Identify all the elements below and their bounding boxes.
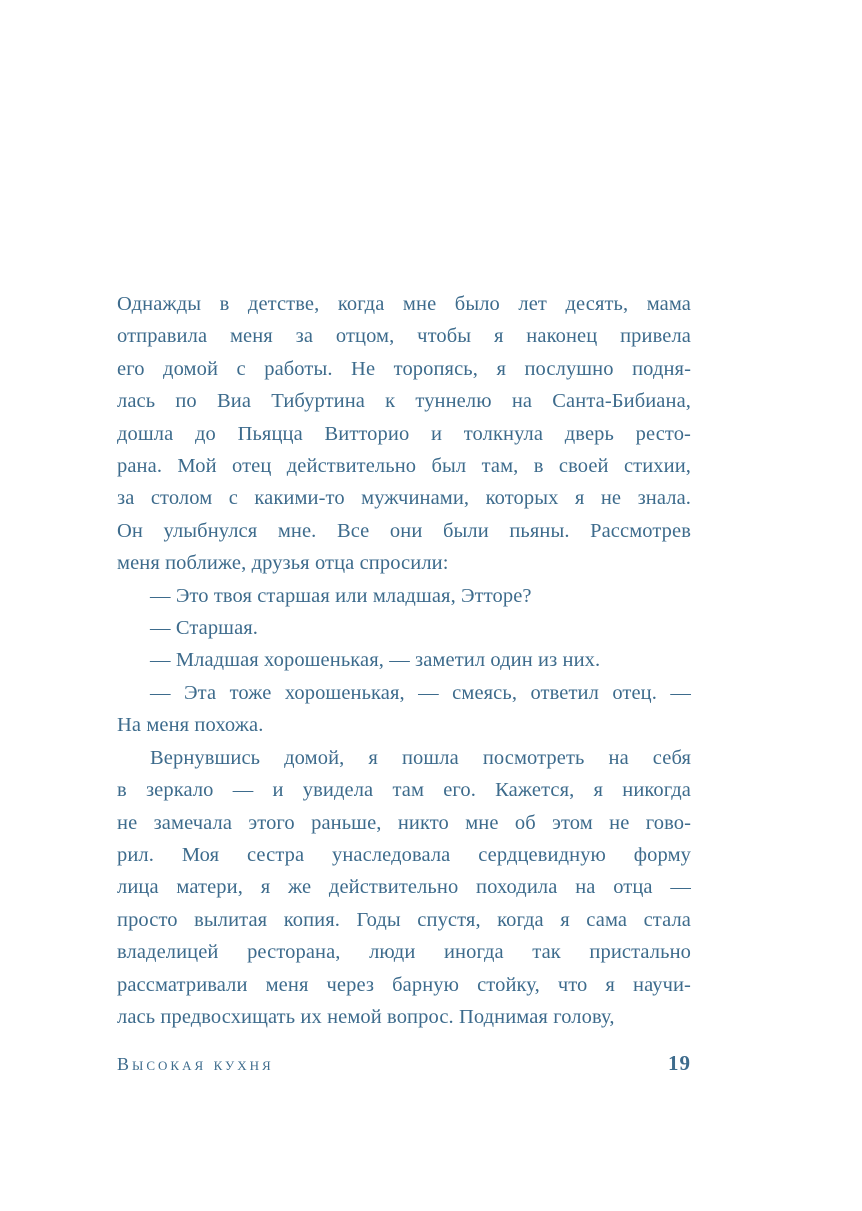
text-line: На меня похожа. (117, 714, 264, 737)
text-line: — Младшая хорошенькая, — заметил один из них. (150, 649, 601, 672)
text-line: — Старшая. (150, 617, 259, 640)
paragraph (117, 677, 691, 742)
text-line: — Эта тоже хорошенькая, — смеясь, ответил отец. — (150, 681, 691, 704)
text-line: рассматривали меня через барную стойку, что я научи- (117, 973, 691, 996)
paragraph (117, 288, 691, 580)
text-line: рана. Мой отец действительно был там, в своей стихии, (117, 455, 691, 478)
text-line: не замечала этого раньше, никто мне об этом не гово- (117, 811, 691, 834)
text-line: рил. Моя сестра унаследовала сердцевидную форму (117, 843, 691, 866)
paragraph (117, 612, 691, 644)
text-line: лась по Виа Тибуртина к туннелю на Санта-Бибиана, (117, 390, 691, 413)
text-line: дошла до Пьяцца Витторио и толкнула дверь ресто- (117, 422, 691, 445)
text-line: просто вылитая копия. Годы спустя, когда я сама стала (117, 908, 691, 931)
text-block (117, 288, 691, 1033)
text-line: в зеркало — и увидела там его. Кажется, я никогда (117, 779, 691, 802)
text-line: за столом с какими-то мужчинами, которых я не знала. (117, 487, 691, 510)
running-title: Высокая кухня (117, 1054, 274, 1074)
text-line: — Это твоя старшая или младшая, Этторе? (150, 584, 532, 607)
paragraph (117, 742, 691, 1034)
text-line: владелицей ресторана, люди иногда так пристально (117, 941, 691, 964)
text-line: его домой с работы. Не торопясь, я послушно подня- (117, 357, 691, 380)
text-line: лица матери, я же действительно походила на отца — (117, 876, 691, 899)
text-line: Однажды в детстве, когда мне было лет десять, мама (117, 293, 691, 315)
paragraph (117, 644, 691, 676)
paragraph (117, 580, 691, 612)
text-line: меня поближе, друзья отца спросили: (117, 552, 449, 575)
page-number: 19 (668, 1051, 691, 1075)
text-line: Вернувшись домой, я пошла посмотреть на себя (150, 746, 691, 769)
text-line: отправила меня за отцом, чтобы я наконец привела (117, 325, 691, 348)
text-line: лась предвосхищать их немой вопрос. Поднимая голову, (117, 1005, 615, 1028)
text-line: Он улыбнулся мне. Все они были пьяны. Рассмотрев (117, 519, 691, 542)
page-footer (117, 1051, 691, 1076)
